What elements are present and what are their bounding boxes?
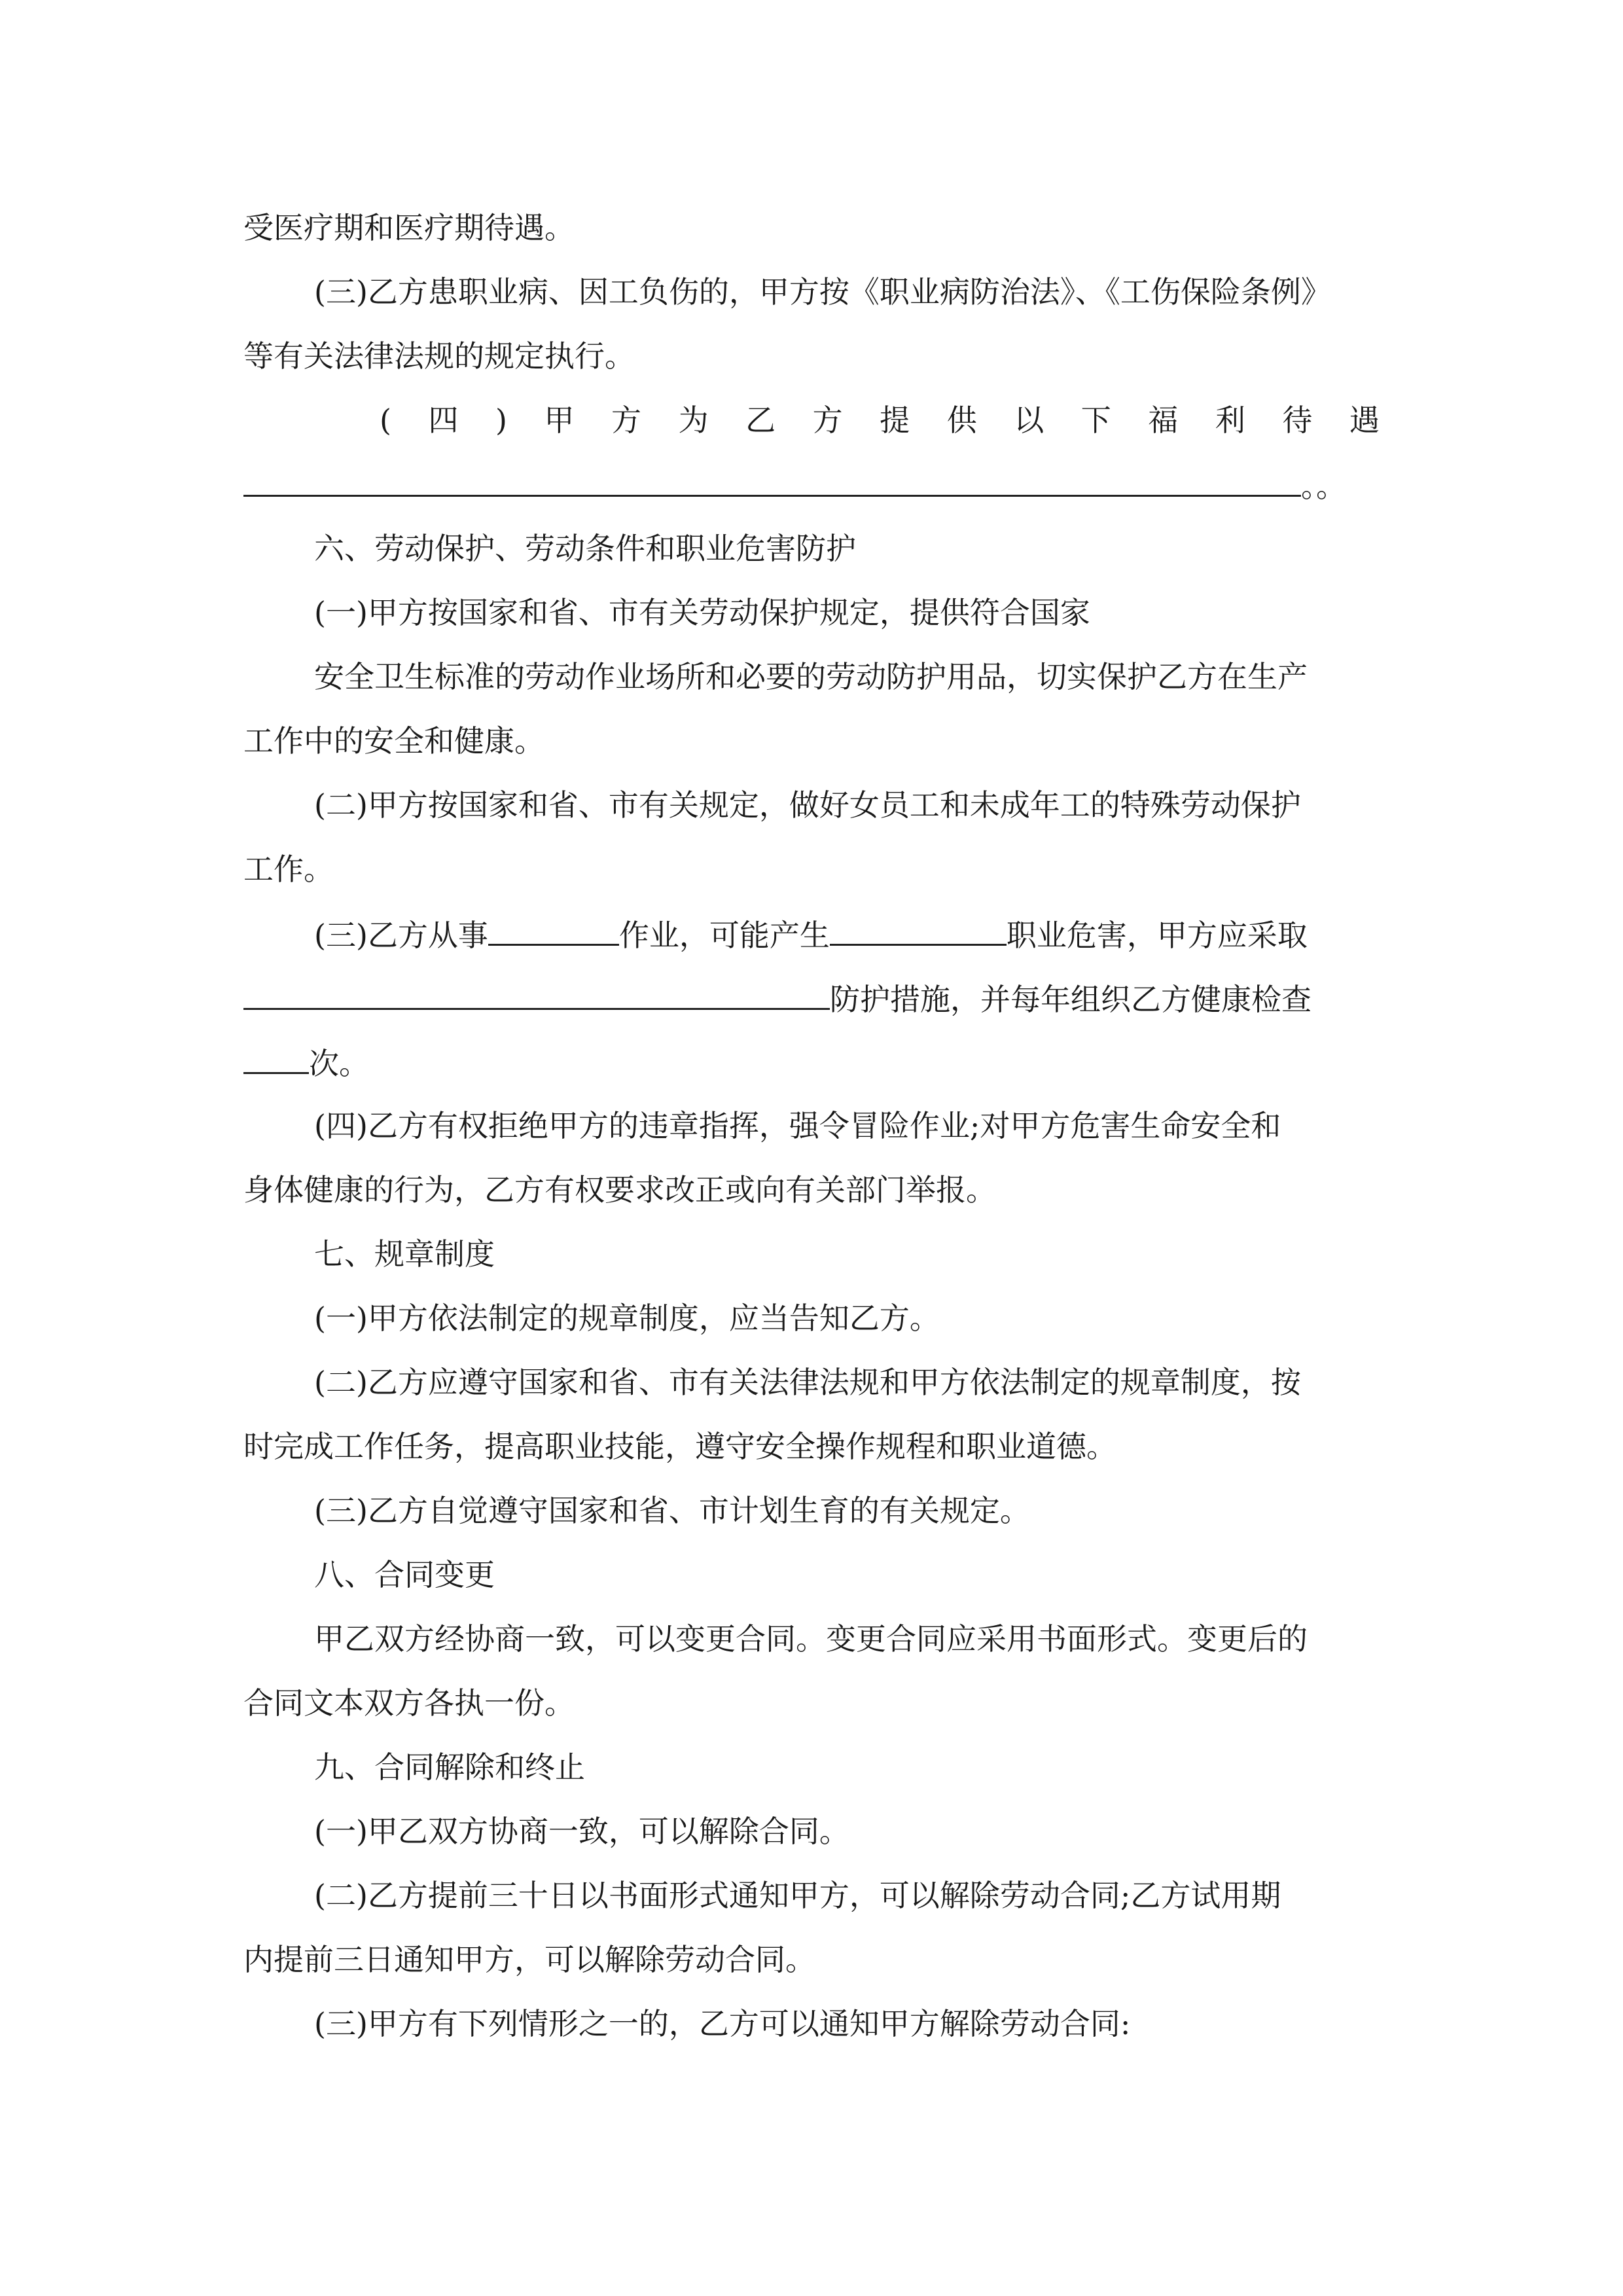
section-heading: 六、劳动保护、劳动条件和职业危害防护 [314,531,856,566]
spaced-char: 以 [1014,403,1044,438]
text-line: (三)乙方自觉遵守国家和省、市计划生育的有关规定。 [314,1493,1030,1528]
spaced-char: 遇 [1349,403,1380,438]
fill-in-line [314,914,1623,953]
spaced-char: 福 [1148,403,1179,438]
text-line: (一)甲乙双方协商一致，可以解除合同。 [314,1814,849,1849]
text-fragment: 作业，可能产生 [618,918,830,953]
blank-underline [830,914,1007,946]
blank-underline [243,465,1301,497]
text-line: (三)乙方患职业病、因工负伤的，甲方按《职业病防治法》、《工伤保险条例》 [314,274,1331,310]
spaced-char: 为 [678,403,709,438]
text-line: (一)甲方依法制定的规章制度，应当告知乙方。 [314,1300,940,1336]
spaced-char: 方 [812,403,843,438]
section-heading: 八、合同变更 [314,1557,495,1592]
spaced-char: 供 [946,403,977,438]
fill-in-line [243,465,1623,504]
text-fragment: 次。 [309,1046,369,1081]
text-line: 安全卫生标准的劳动作业场所和必要的劳动防护用品，切实保护乙方在生产 [314,659,1308,694]
blank-underline [243,978,830,1010]
text-line: 身体健康的行为，乙方有权要求改正或向有关部门举报。 [243,1172,996,1208]
spaced-char: 待 [1282,403,1313,438]
text-line: 内提前三日通知甲方，可以解除劳动合同。 [243,1942,815,1977]
text-line: 工作。 [243,852,334,887]
spaced-clause-line [380,401,1380,440]
spaced-char: 甲 [544,403,575,438]
text-line: 甲乙双方经协商一致，可以变更合同。变更合同应采用书面形式。变更后的 [314,1621,1308,1657]
text-line: 合同文本双方各执一份。 [243,1685,575,1721]
text-line: (二)甲方按国家和省、市有关规定，做好女员工和未成年工的特殊劳动保护 [314,787,1301,823]
text-line: (四)乙方有权拒绝甲方的违章指挥，强令冒险作业;对甲方危害生命安全和 [314,1108,1281,1143]
spaced-char: 四 [428,403,459,438]
section-heading: 七、规章制度 [314,1236,495,1272]
text-fragment: (三)乙方从事 [314,918,488,953]
spaced-char: 下 [1080,403,1111,438]
text-fragment: 职业危害，甲方应采取 [1006,918,1308,953]
spaced-char: 提 [880,403,910,438]
spaced-char: 乙 [745,403,776,438]
spaced-char: 利 [1215,403,1245,438]
fill-in-line [243,978,1623,1017]
section-heading: 九、合同解除和终止 [314,1749,585,1785]
text-line: 工作中的安全和健康。 [243,723,544,759]
text-line: (二)乙方应遵守国家和省、市有关法律法规和甲方依法制定的规章制度，按 [314,1365,1301,1400]
text-fragment: 。。 [1301,469,1346,504]
blank-underline [243,1042,309,1074]
text-line: (一)甲方按国家和省、市有关劳动保护规定，提供符合国家 [314,595,1090,630]
fill-in-line [243,1042,1623,1081]
spaced-char: ) [495,403,507,438]
spaced-char: 方 [611,403,642,438]
text-fragment: 防护措施，并每年组织乙方健康检查 [830,982,1311,1017]
text-line: 受医疗期和医疗期待遇。 [243,210,575,245]
blank-underline [488,914,619,946]
text-line: (二)乙方提前三十日以书面形式通知甲方，可以解除劳动合同;乙方试用期 [314,1878,1281,1913]
text-line: (三)甲方有下列情形之一的，乙方可以通知甲方解除劳动合同: [314,2006,1131,2041]
spaced-char: ( [380,403,391,438]
text-line: 等有关法律法规的规定执行。 [243,338,635,374]
text-line: 时完成工作任务，提高职业技能，遵守安全操作规程和职业道德。 [243,1429,1116,1464]
